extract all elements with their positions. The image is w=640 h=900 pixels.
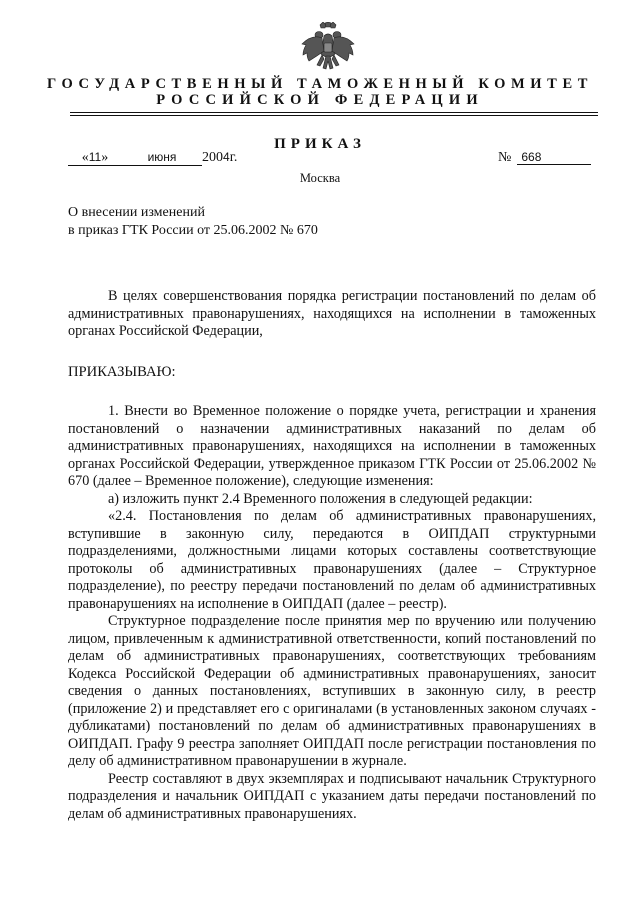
date-quote-open: «: [81, 150, 89, 165]
date-month: июня: [147, 150, 177, 164]
date-year-prefix: 200: [202, 150, 223, 165]
subject-line-1: О внесении изменений: [68, 205, 205, 220]
paragraph-1: 1. Внести во Временное положение о порядке учета, регистрации и хранения постановлений о назначении административных наказаний по делам об административных правонарушениях, находящихся на исполнении в таможенных органах Российской Федерации, утвержденное приказом ГТК России от 25.06.2002 № 670 (далее – Временное положение), следующие изменения:: [68, 403, 596, 489]
order-word: ПРИКАЗЫВАЮ:: [68, 363, 176, 380]
date-day-field: [68, 150, 122, 166]
date-year-suffix: 4: [223, 150, 230, 164]
date-quote-close: »: [101, 150, 109, 165]
paragraph-4: Структурное подразделение после принятия мер по вручению или получению лицом, привлеченным к административной ответственности, копий постановлений по делам об административных правонарушениях, соответствующих требованиям Кодекса Российской Федерации об административных правонарушениях, заносит сведения о данных постановлениях, вступивших в законную силу, в реестр (приложение 2) и представляет его с оригиналами (в установленных законом случаях - дубликатами) постановлений по делам об административных правонарушениях в ОИПДАП. Графу 9 реестра заполняет ОИПДАП после регистрации постановления по делу об административном правонарушении в журнале.: [68, 613, 596, 769]
number-label: №: [498, 150, 512, 165]
subject-line-2: в приказ ГТК России от 25.06.2002 № 670: [68, 222, 318, 238]
document-city: Москва: [299, 171, 341, 185]
date-month-field: [122, 150, 202, 166]
paragraph-3: «2.4. Постановления по делам об административных правонарушениях, вступившие в законную силу, передаются в ОИПДАП структурными подразделениями, должностными лицами которых составлены соответствующие протоколы об административных правонарушениях (далее – Структурное подразделение), по реестру передачи постановлений по делам об административных правонарушениях на исполнение в ОИПДАП (далее – реестр).: [68, 508, 596, 612]
number-value: 668: [517, 150, 591, 165]
header-divider: [70, 112, 598, 113]
date-year-unit: г.: [229, 150, 238, 165]
header-divider-second: [70, 115, 598, 116]
agency-name-line1: ГОСУДАРСТВЕННЫЙ ТАМОЖЕННЫЙ КОМИТЕТ: [47, 76, 593, 92]
double-headed-eagle-emblem-icon: [300, 22, 356, 76]
agency-name-line2: РОССИЙСКОЙ ФЕДЕРАЦИИ: [156, 92, 484, 108]
document-date: [68, 150, 237, 166]
paragraph-5: Реестр составляют в двух экземплярах и подписывают начальник Структурного подразделения и начальник ОИПДАП с указанием даты передачи постановлений по делам об административных правонарушениях.: [68, 770, 596, 822]
document-number: [498, 150, 591, 166]
document-subject: [68, 204, 318, 239]
document-type-title: ПРИКАЗ: [274, 136, 366, 152]
preamble-paragraph: В целях совершенствования порядка регистрации постановлений по делам об административных правонарушениях, находящихся на исполнении в таможенных органах Российской Федерации,: [68, 288, 596, 339]
paragraph-2: а) изложить пункт 2.4 Временного положения в следующей редакции:: [108, 490, 533, 507]
date-day: 11: [88, 150, 102, 164]
document-body: [68, 288, 596, 823]
